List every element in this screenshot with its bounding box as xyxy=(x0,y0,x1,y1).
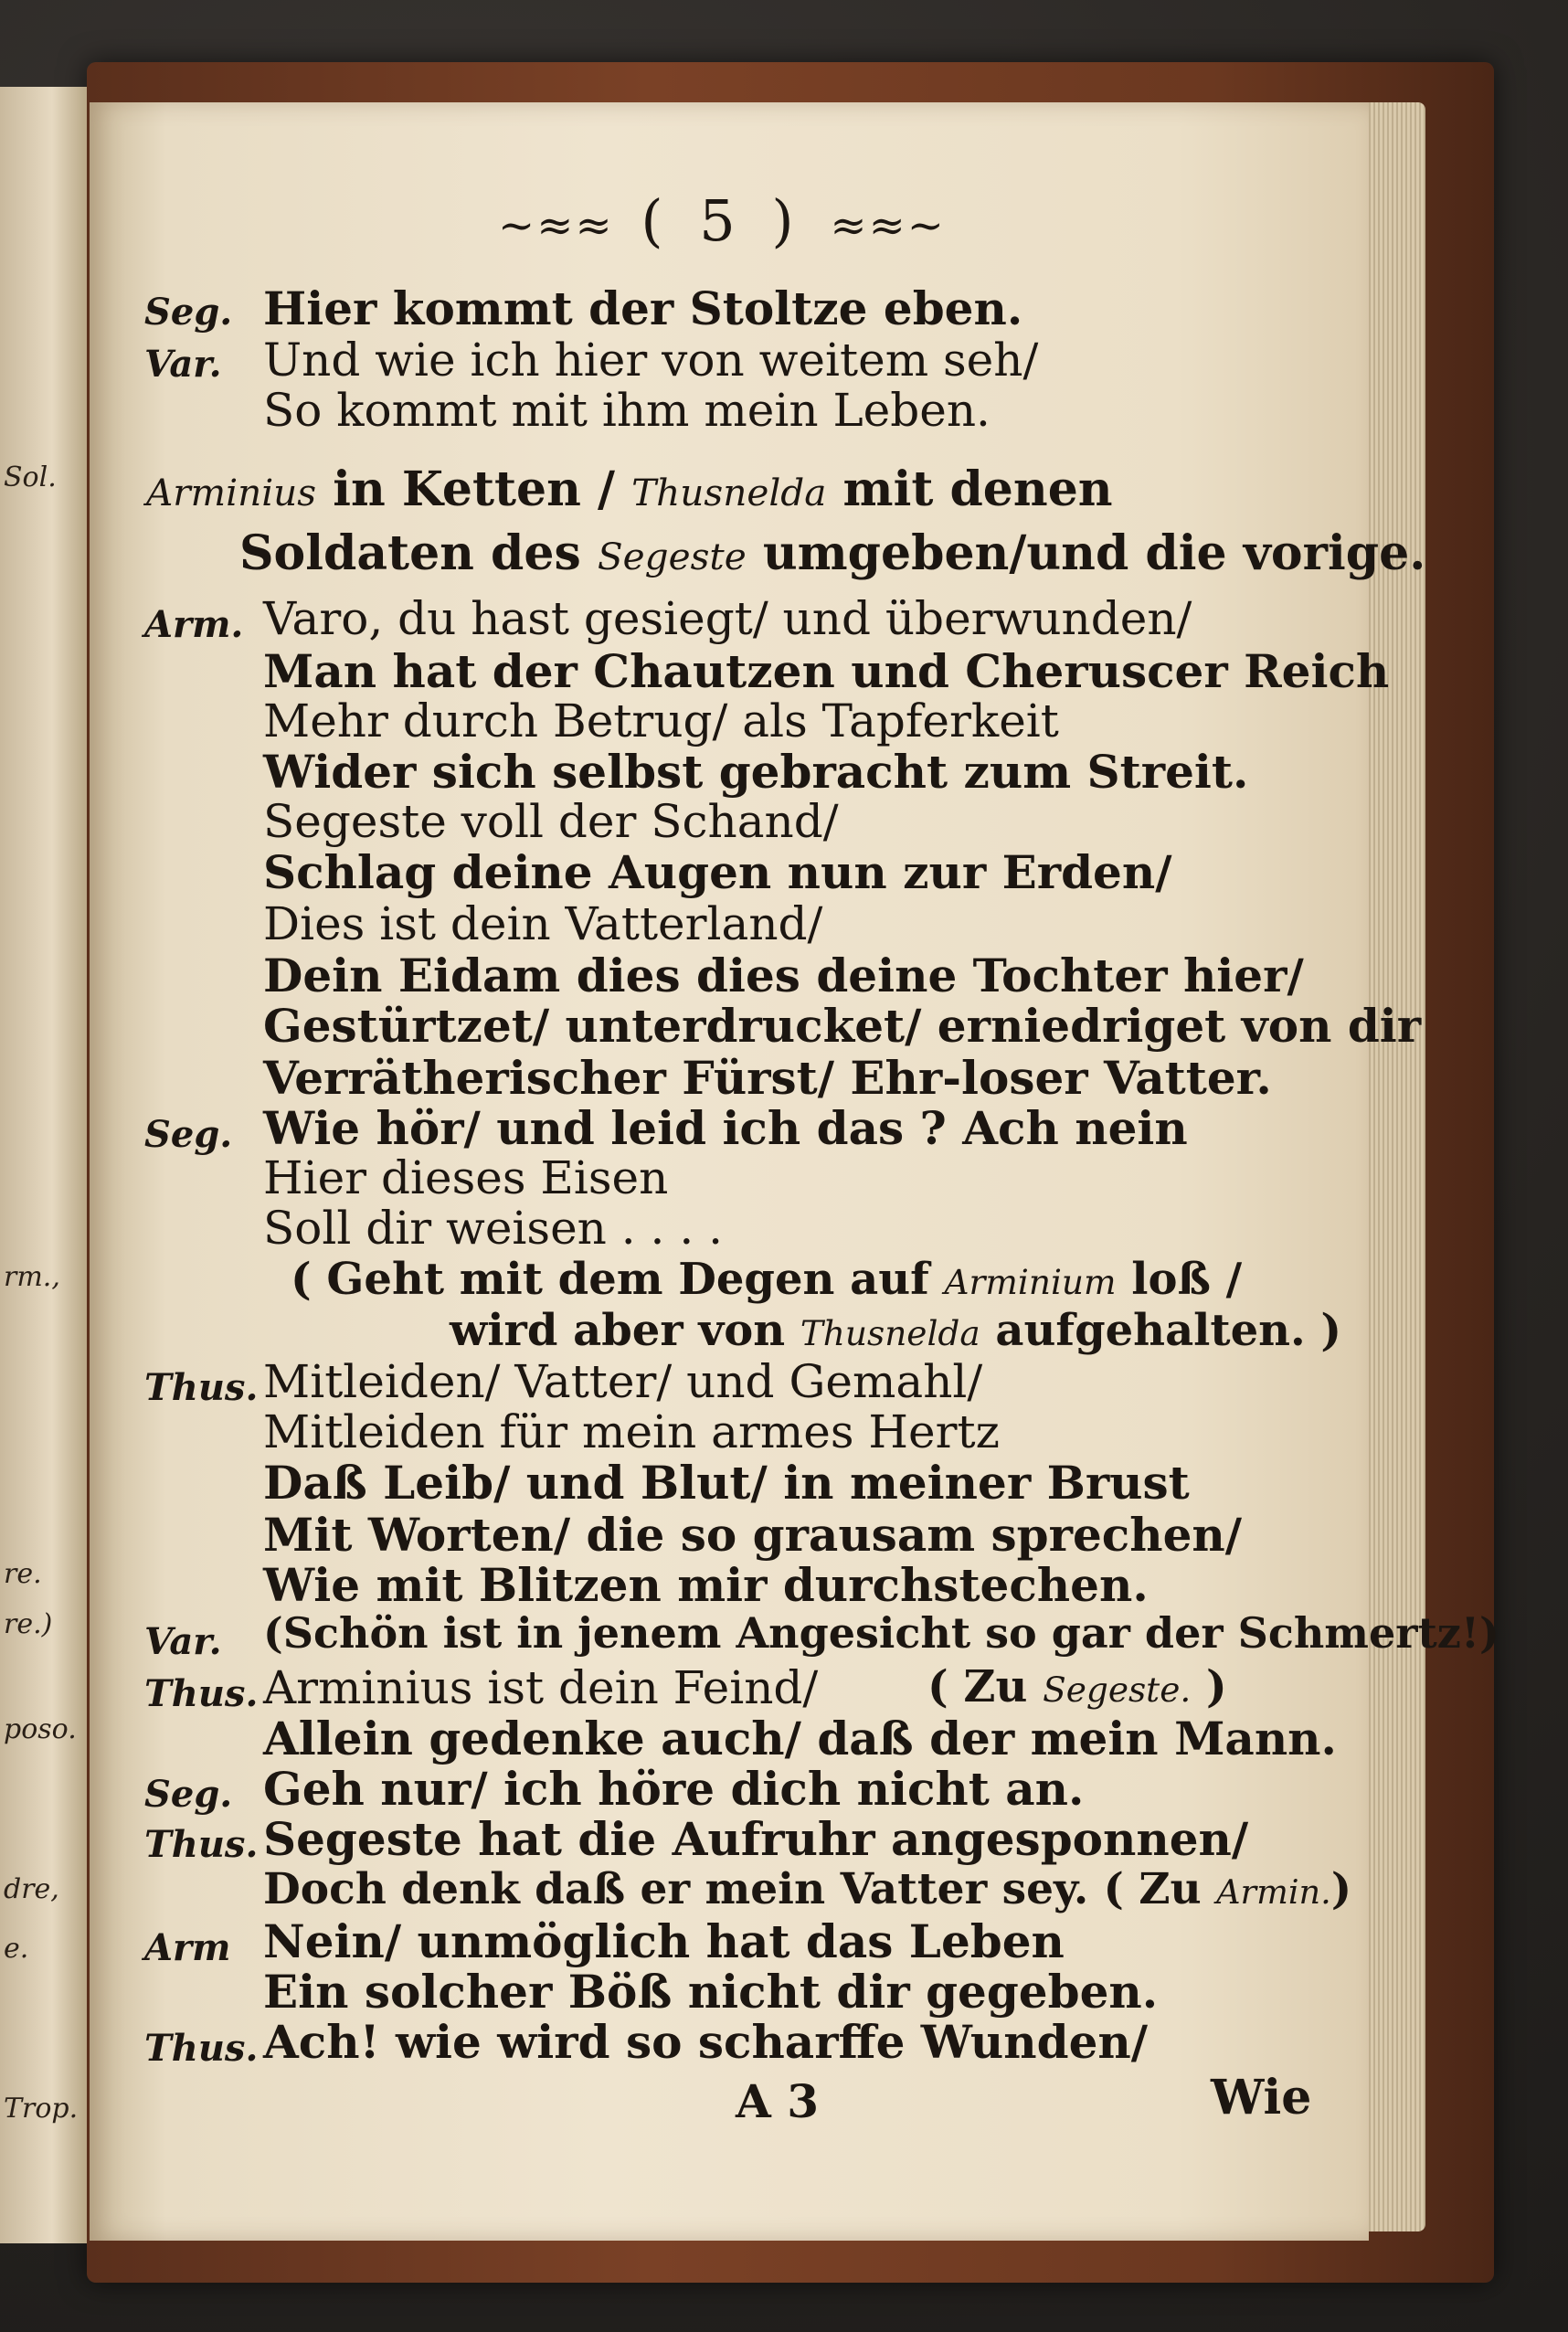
character-name: Arminius xyxy=(146,471,317,514)
speaker-label: Var. xyxy=(144,1620,222,1663)
margin-fragment: e. xyxy=(4,1933,29,1965)
character-name: Segeste xyxy=(597,535,747,578)
verse-line: Nein/ unmöglich hat das Leben xyxy=(263,1914,1065,1968)
verse-line: Mitleiden/ Vatter/ und Gemahl/ xyxy=(263,1355,983,1408)
character-name: Thusnelda xyxy=(631,471,827,514)
verse-line: Soll dir weisen . . . . xyxy=(263,1202,724,1255)
page-number: ( 5 ) xyxy=(641,187,803,254)
verse-line: Segeste voll der Schand/ xyxy=(263,795,839,848)
signature-mark: A 3 xyxy=(736,2074,819,2128)
stage-direction xyxy=(927,1661,1227,1712)
verse-line: Segeste hat die Aufruhr angesponnen/ xyxy=(263,1812,1249,1866)
stage-direction xyxy=(450,1305,1341,1356)
speaker-label: Thus. xyxy=(144,1672,259,1715)
margin-fragment: Trop. xyxy=(4,2093,79,2125)
character-name: Armin. xyxy=(1216,1872,1331,1912)
verse-line: (Schön ist in jenem Angesicht so gar der Schmertz!) xyxy=(263,1608,1499,1658)
margin-fragment: rm., xyxy=(4,1261,60,1293)
scene-heading-line-2 xyxy=(239,525,1425,581)
verse-line: Hier dieses Eisen xyxy=(263,1151,669,1204)
stage-text: wird aber von xyxy=(450,1305,800,1356)
speaker-label: Arm. xyxy=(144,603,244,646)
verse-line: Hier kommt der Stoltze eben. xyxy=(263,281,1023,335)
verse-line: Mit Worten/ die so grausam sprechen/ xyxy=(263,1508,1243,1562)
character-name: Segeste. xyxy=(1043,1670,1192,1710)
verse-line: Man hat der Chautzen und Cheruscer Reich xyxy=(263,644,1390,698)
speaker-label: Var. xyxy=(144,343,222,386)
margin-fragment: re.) xyxy=(4,1608,53,1640)
verse-line: Geh nur/ ich höre dich nicht an. xyxy=(263,1762,1085,1816)
verse-line: Und wie ich hier von weitem seh/ xyxy=(263,334,1039,387)
ornament-left: ~≈≈ xyxy=(498,199,614,251)
speaker-label: Thus. xyxy=(144,1823,259,1866)
verse-text: Doch denk daß er mein Vatter sey. ( Zu xyxy=(263,1864,1217,1914)
scene-text: umgeben/und die vorige. xyxy=(746,525,1426,581)
verse-line: Dein Eidam dies dies deine Tochter hier/ xyxy=(263,949,1304,1002)
verse-line: Mehr durch Betrug/ als Tapferkeit xyxy=(263,694,1059,747)
speaker-label: Seg. xyxy=(144,1113,233,1156)
verse-line: Wider sich selbst gebracht zum Streit. xyxy=(263,745,1249,799)
speaker-label: Seg. xyxy=(144,1773,233,1816)
stage-text: aufgehalten. ) xyxy=(980,1305,1342,1356)
stage-text: ( Geht mit dem Degen auf xyxy=(291,1254,945,1305)
speaker-label: Seg. xyxy=(144,291,233,334)
catchword: Wie xyxy=(1211,2070,1312,2125)
left-page-edge xyxy=(0,87,87,2243)
ornament-right: ≈≈~ xyxy=(830,199,946,251)
verse-line: Dies ist dein Vatterland/ xyxy=(263,897,823,950)
speaker-label: Arm xyxy=(144,1926,231,1969)
scene-heading-line-1 xyxy=(146,461,1113,517)
scene-text: Soldaten des xyxy=(239,525,598,581)
stage-text: loß / xyxy=(1116,1254,1243,1305)
scene-text: mit denen xyxy=(826,461,1113,517)
page-header xyxy=(493,187,950,254)
margin-fragment: re. xyxy=(4,1558,42,1590)
verse-line: Ein solcher Böß nicht dir gegeben. xyxy=(263,1965,1159,2019)
character-name: Arminium xyxy=(944,1262,1117,1302)
stage-text: ( Zu xyxy=(927,1661,1044,1712)
verse-line: So kommt mit ihm mein Leben. xyxy=(263,384,991,437)
verse-line: Daß Leib/ und Blut/ in meiner Brust xyxy=(263,1456,1190,1510)
scene-text: in Ketten / xyxy=(316,461,632,517)
verse-line: Varo, du hast gesiegt/ und überwunden/ xyxy=(263,592,1192,645)
margin-fragment: dre, xyxy=(4,1873,59,1905)
stage-direction xyxy=(291,1254,1242,1305)
speaker-label: Thus. xyxy=(144,2027,259,2070)
verse-text: ) xyxy=(1330,1864,1352,1914)
verse-line: Allein gedenke auch/ daß der mein Mann. xyxy=(263,1712,1337,1765)
verse-line xyxy=(263,1864,1351,1914)
verse-line: Gestürtzet/ unterdrucket/ erniedriget von dir xyxy=(263,999,1422,1053)
verse-line: Wie hör/ und leid ich das ? Ach nein xyxy=(263,1101,1188,1155)
margin-fragment: poso. xyxy=(4,1713,77,1745)
verse-line: Mitleiden für mein armes Hertz xyxy=(263,1405,1000,1458)
stage-text: ) xyxy=(1191,1661,1227,1712)
speaker-label: Thus. xyxy=(144,1366,259,1409)
margin-fragment: Sol. xyxy=(4,461,57,493)
verse-line: Wie mit Blitzen mir durchstechen. xyxy=(263,1558,1149,1612)
character-name: Thusnelda xyxy=(800,1313,980,1353)
verse-line: Schlag deine Augen nun zur Erden/ xyxy=(263,845,1172,899)
verse-line: Arminius ist dein Feind/ xyxy=(263,1661,819,1714)
verse-line: Ach! wie wird so scharffe Wunden/ xyxy=(263,2015,1149,2069)
verse-line: Verrätherischer Fürst/ Ehr-loser Vatter. xyxy=(263,1051,1272,1105)
